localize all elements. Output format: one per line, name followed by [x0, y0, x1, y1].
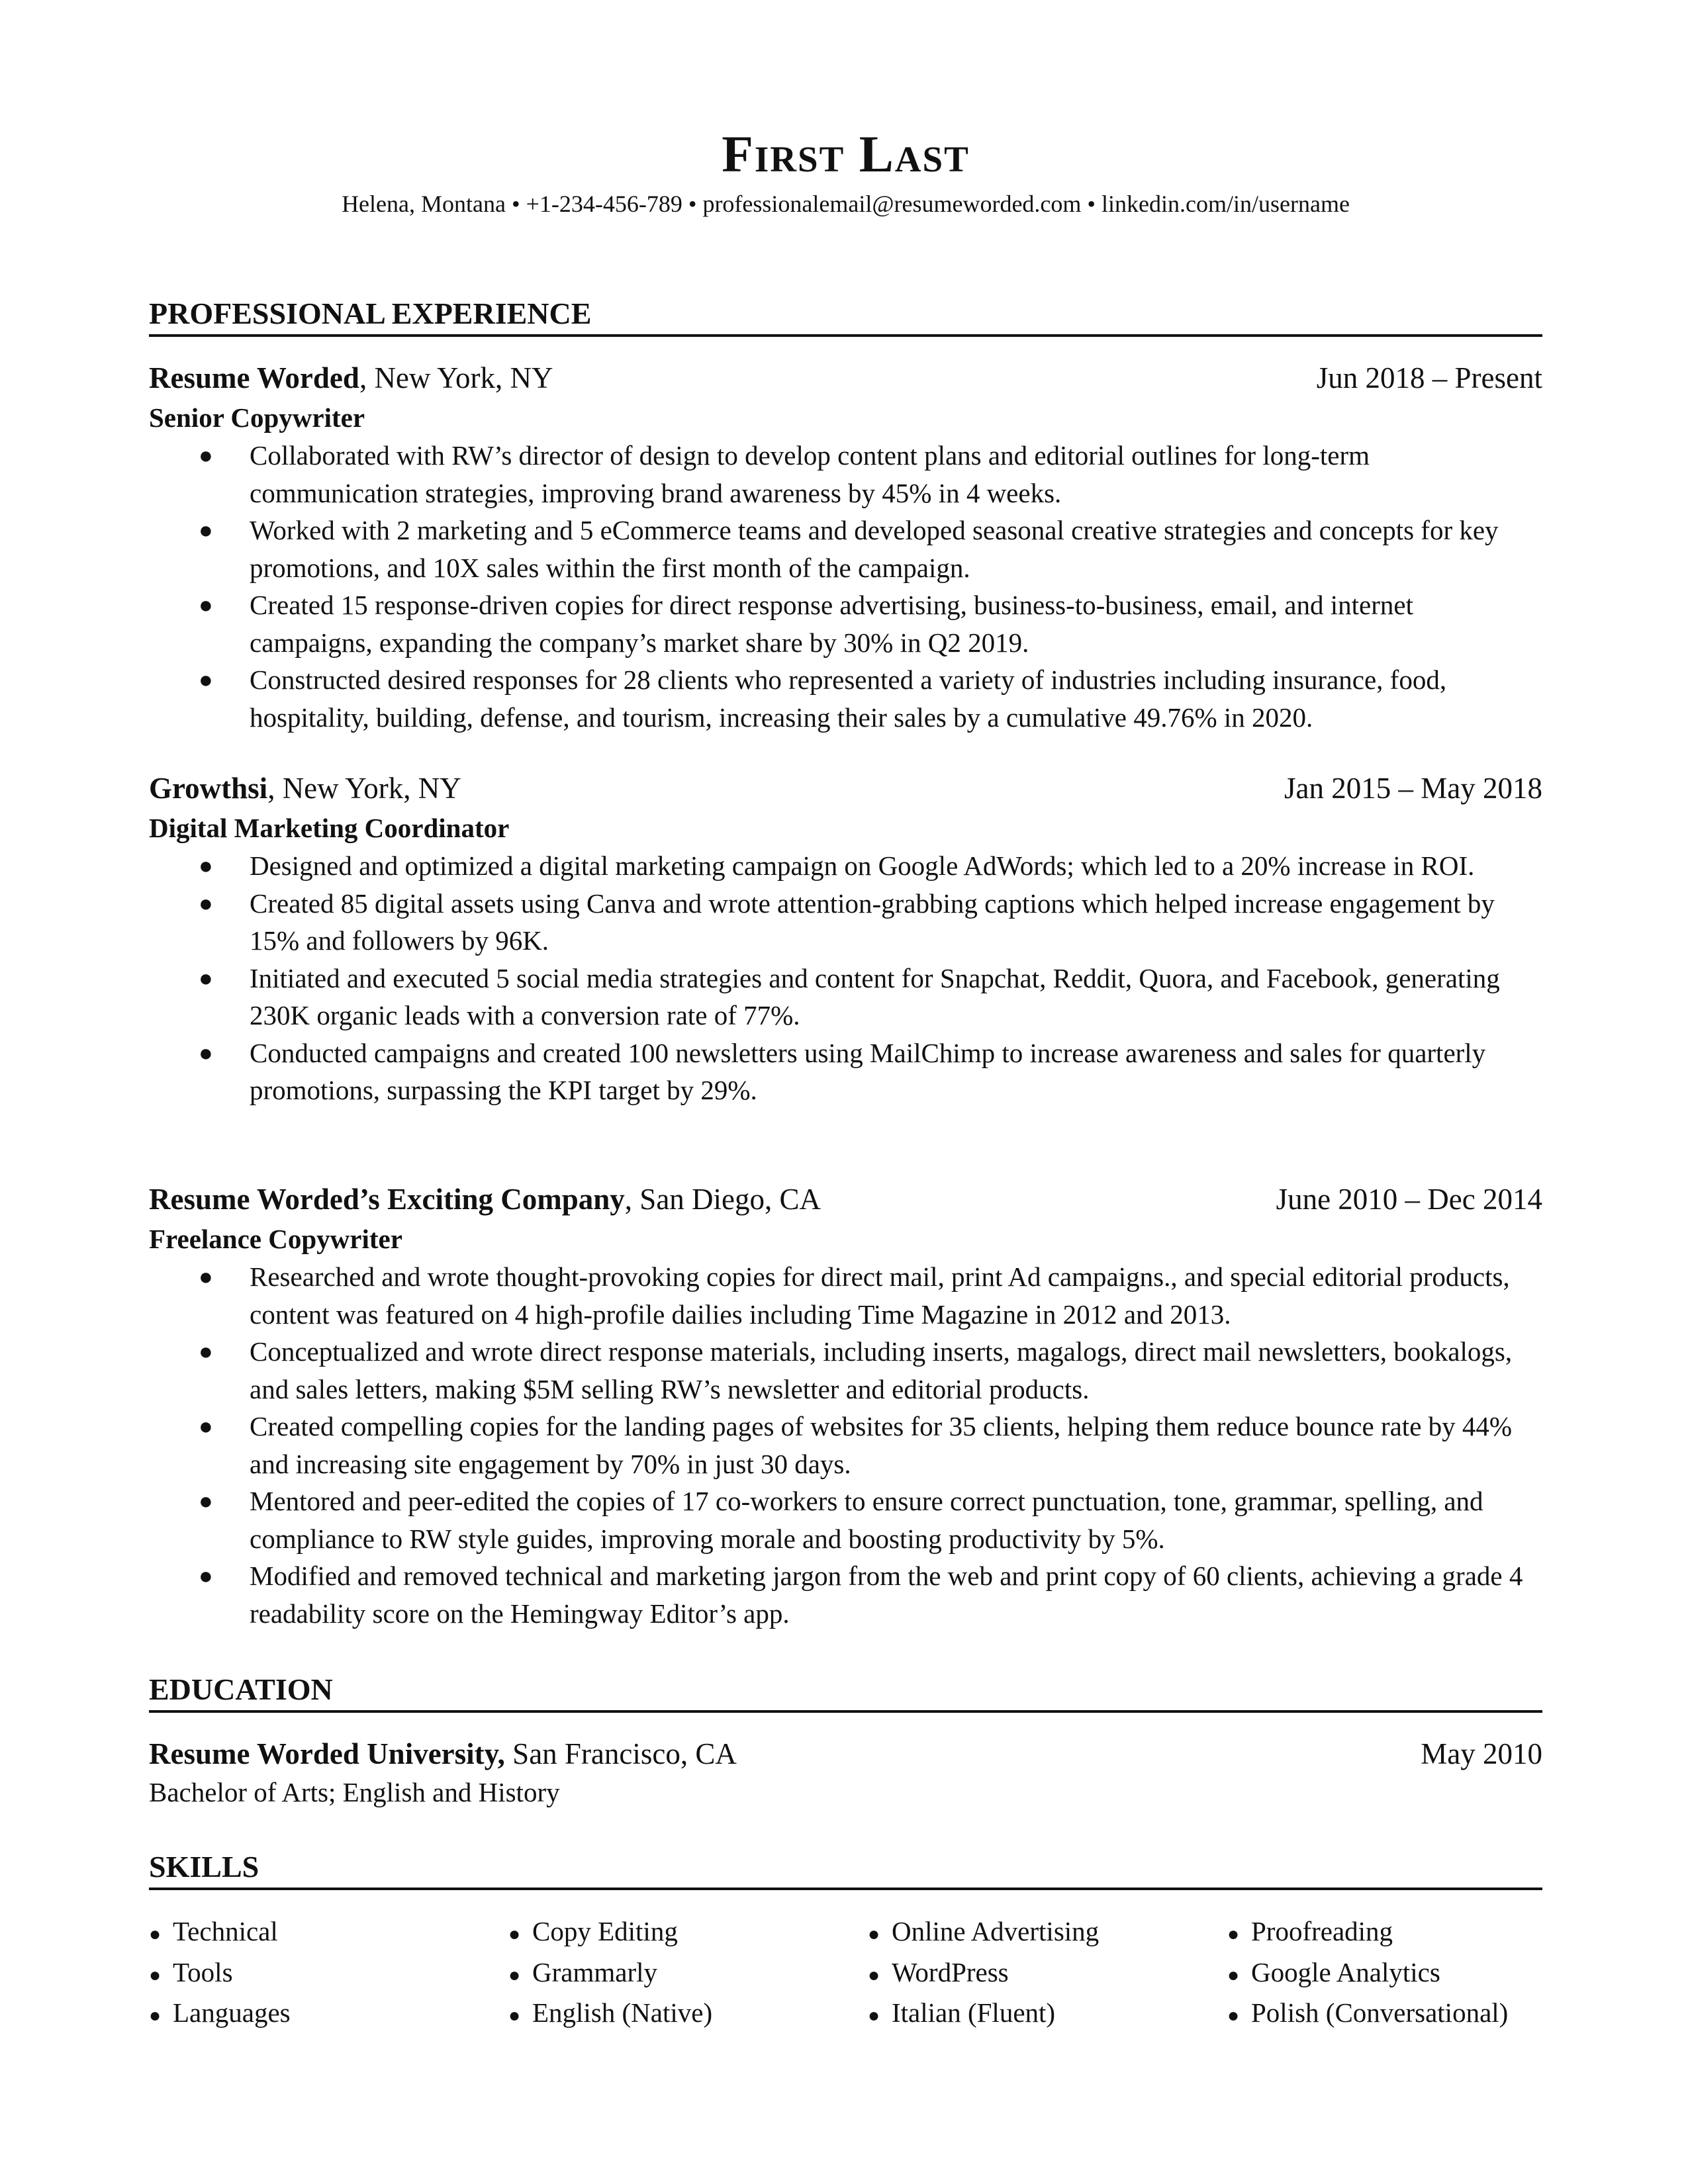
- skill-item: ● Copy Editing: [508, 1913, 868, 1954]
- resume-page: [149, 0, 1542, 2184]
- bullet-item: ● Created compelling copies for the landing pages of websites for 35 clients, helping them reduce bounce rate by 44% and increasing site engagement by 70% in just 30 days.: [149, 1408, 1542, 1482]
- company-name: Resume Worded: [149, 361, 359, 394]
- skill-item: ● WordPress: [868, 1954, 1227, 1995]
- bullet-item: ● Conceptualized and wrote direct response materials, including inserts, magalogs, direct mail newsletters, bookalogs, and sales letters, making $5M selling RW’s newsletter and editorial products.: [149, 1333, 1542, 1408]
- skill-item: ● Technical: [149, 1913, 508, 1954]
- bullet-item: ● Designed and optimized a digital marketing campaign on Google AdWords; which led to a 20% increase in ROI.: [149, 847, 1542, 885]
- bullet-dot-icon: ●: [1227, 1923, 1240, 1945]
- bullet-dot-icon: ●: [199, 1263, 213, 1290]
- skills-grid: [149, 1913, 1542, 2035]
- job-title: Senior Copywriter: [149, 402, 365, 433]
- bullet-dot-icon: ●: [149, 2005, 162, 2026]
- bullet-dot-icon: ●: [149, 1964, 162, 1986]
- skill-item: ● Online Advertising: [868, 1913, 1227, 1954]
- bullet-dot-icon: ●: [199, 1338, 213, 1365]
- bullet-item: ● Created 85 digital assets using Canva and wrote attention-grabbing captions which helped increase engagement by 15% and followers by 96K.: [149, 885, 1542, 960]
- skill-item: ● Languages: [149, 1994, 508, 2035]
- company-name: Growthsi: [149, 772, 268, 805]
- bullet-dot-icon: ●: [508, 2005, 521, 2026]
- bullet-item: ● Initiated and executed 5 social media strategies and content for Snapchat, Reddit, Quora, and Facebook, generating 230K organic leads with a conversion rate of 77%.: [149, 960, 1542, 1034]
- skill-item: ● English (Native): [508, 1994, 868, 2035]
- bullet-dot-icon: ●: [199, 666, 213, 693]
- skill-item: ● Italian (Fluent): [868, 1994, 1227, 2035]
- bullet-dot-icon: ●: [199, 517, 213, 543]
- candidate-name: First Last: [722, 125, 970, 183]
- bullet-item: ● Constructed desired responses for 28 clients who represented a variety of industries including insurance, food, hospitality, building, defense, and tourism, increasing their sales by a cumulative 49.76% in 2020.: [149, 661, 1542, 736]
- bullet-item: ● Collaborated with RW’s director of design to develop content plans and editorial outlines for long-term communication strategies, improving brand awareness by 45% in 4 weeks.: [149, 437, 1542, 512]
- job-bullets: [149, 847, 1542, 1109]
- experience-heading: PROFESSIONAL EXPERIENCE: [149, 295, 1542, 337]
- bullet-dot-icon: ●: [508, 1964, 521, 1986]
- job-bullets: [149, 437, 1542, 736]
- job-title: Freelance Copywriter: [149, 1224, 402, 1254]
- bullet-dot-icon: ●: [868, 2005, 880, 2026]
- bullet-dot-icon: ●: [149, 1923, 162, 1945]
- job-dates: Jun 2018 – Present: [1316, 361, 1542, 394]
- bullet-dot-icon: ●: [199, 1563, 213, 1589]
- bullet-dot-icon: ●: [868, 1964, 880, 1986]
- skill-item: ● Polish (Conversational): [1227, 1994, 1542, 2035]
- bullet-dot-icon: ●: [199, 889, 213, 917]
- company-location: , New York, NY: [359, 361, 553, 394]
- bullet-item: ● Worked with 2 marketing and 5 eCommerce teams and developed seasonal creative strategies and concepts for key promotions, and 10X sales within the first month of the campaign.: [149, 512, 1542, 586]
- skills-heading: SKILLS: [149, 1848, 1542, 1890]
- bullet-dot-icon: ●: [199, 852, 213, 879]
- bullet-dot-icon: ●: [868, 1923, 880, 1945]
- graduation-date: May 2010: [1421, 1737, 1542, 1770]
- skill-item: ● Google Analytics: [1227, 1954, 1542, 1995]
- contact-line: Helena, Montana • +1-234-456-789 • professionalemail@resumeworded.com • linkedin.com/in/username: [342, 191, 1350, 217]
- bullet-dot-icon: ●: [199, 1039, 213, 1066]
- bullet-item: ● Modified and removed technical and marketing jargon from the web and print copy of 60 clients, achieving a grade 4 readability score on the Hemingway Editor’s app.: [149, 1557, 1542, 1632]
- bullet-dot-icon: ●: [199, 592, 213, 618]
- bullet-item: ● Researched and wrote thought-provoking copies for direct mail, print Ad campaigns., and special editorial products, content was featured on 4 high-profile dailies including Time Magazine in 2012 and 2013.: [149, 1258, 1542, 1333]
- bullet-item: ● Created 15 response-driven copies for direct response advertising, business-to-business, email, and internet campaigns, expanding the company’s market share by 30% in Q2 2019.: [149, 586, 1542, 661]
- skill-item: ● Grammarly: [508, 1954, 868, 1995]
- company-name: Resume Worded’s Exciting Company: [149, 1183, 625, 1216]
- skill-item: ● Proofreading: [1227, 1913, 1542, 1954]
- bullet-item: ● Conducted campaigns and created 100 newsletters using MailChimp to increase awareness and sales for quarterly promotions, surpassing the KPI target by 29%.: [149, 1034, 1542, 1109]
- company-location: , San Diego, CA: [624, 1183, 821, 1216]
- bullet-dot-icon: ●: [199, 442, 213, 469]
- job-header: [149, 1180, 1542, 1218]
- job-title: Digital Marketing Coordinator: [149, 813, 510, 843]
- job-dates: June 2010 – Dec 2014: [1276, 1183, 1542, 1216]
- job-header: [149, 769, 1542, 807]
- bullet-dot-icon: ●: [199, 1488, 213, 1514]
- school-name: Resume Worded University,: [149, 1737, 505, 1770]
- company-location: , New York, NY: [267, 772, 461, 805]
- education-heading: EDUCATION: [149, 1670, 1542, 1713]
- job-bullets: [149, 1258, 1542, 1632]
- job-header: [149, 359, 1542, 397]
- bullet-dot-icon: ●: [1227, 1964, 1240, 1986]
- bullet-dot-icon: ●: [199, 964, 213, 991]
- bullet-dot-icon: ●: [1227, 2005, 1240, 2026]
- degree: Bachelor of Arts; English and History: [149, 1777, 560, 1807]
- job-dates: Jan 2015 – May 2018: [1284, 772, 1542, 805]
- bullet-item: ● Mentored and peer-edited the copies of 17 co-workers to ensure correct punctuation, tone, grammar, spelling, and compliance to RW style guides, improving morale and boosting productivity by 5%.: [149, 1482, 1542, 1557]
- bullet-dot-icon: ●: [199, 1413, 213, 1439]
- education-header: [149, 1735, 1542, 1773]
- school-location: San Francisco, CA: [504, 1737, 737, 1770]
- bullet-dot-icon: ●: [508, 1923, 521, 1945]
- skill-item: ● Tools: [149, 1954, 508, 1995]
